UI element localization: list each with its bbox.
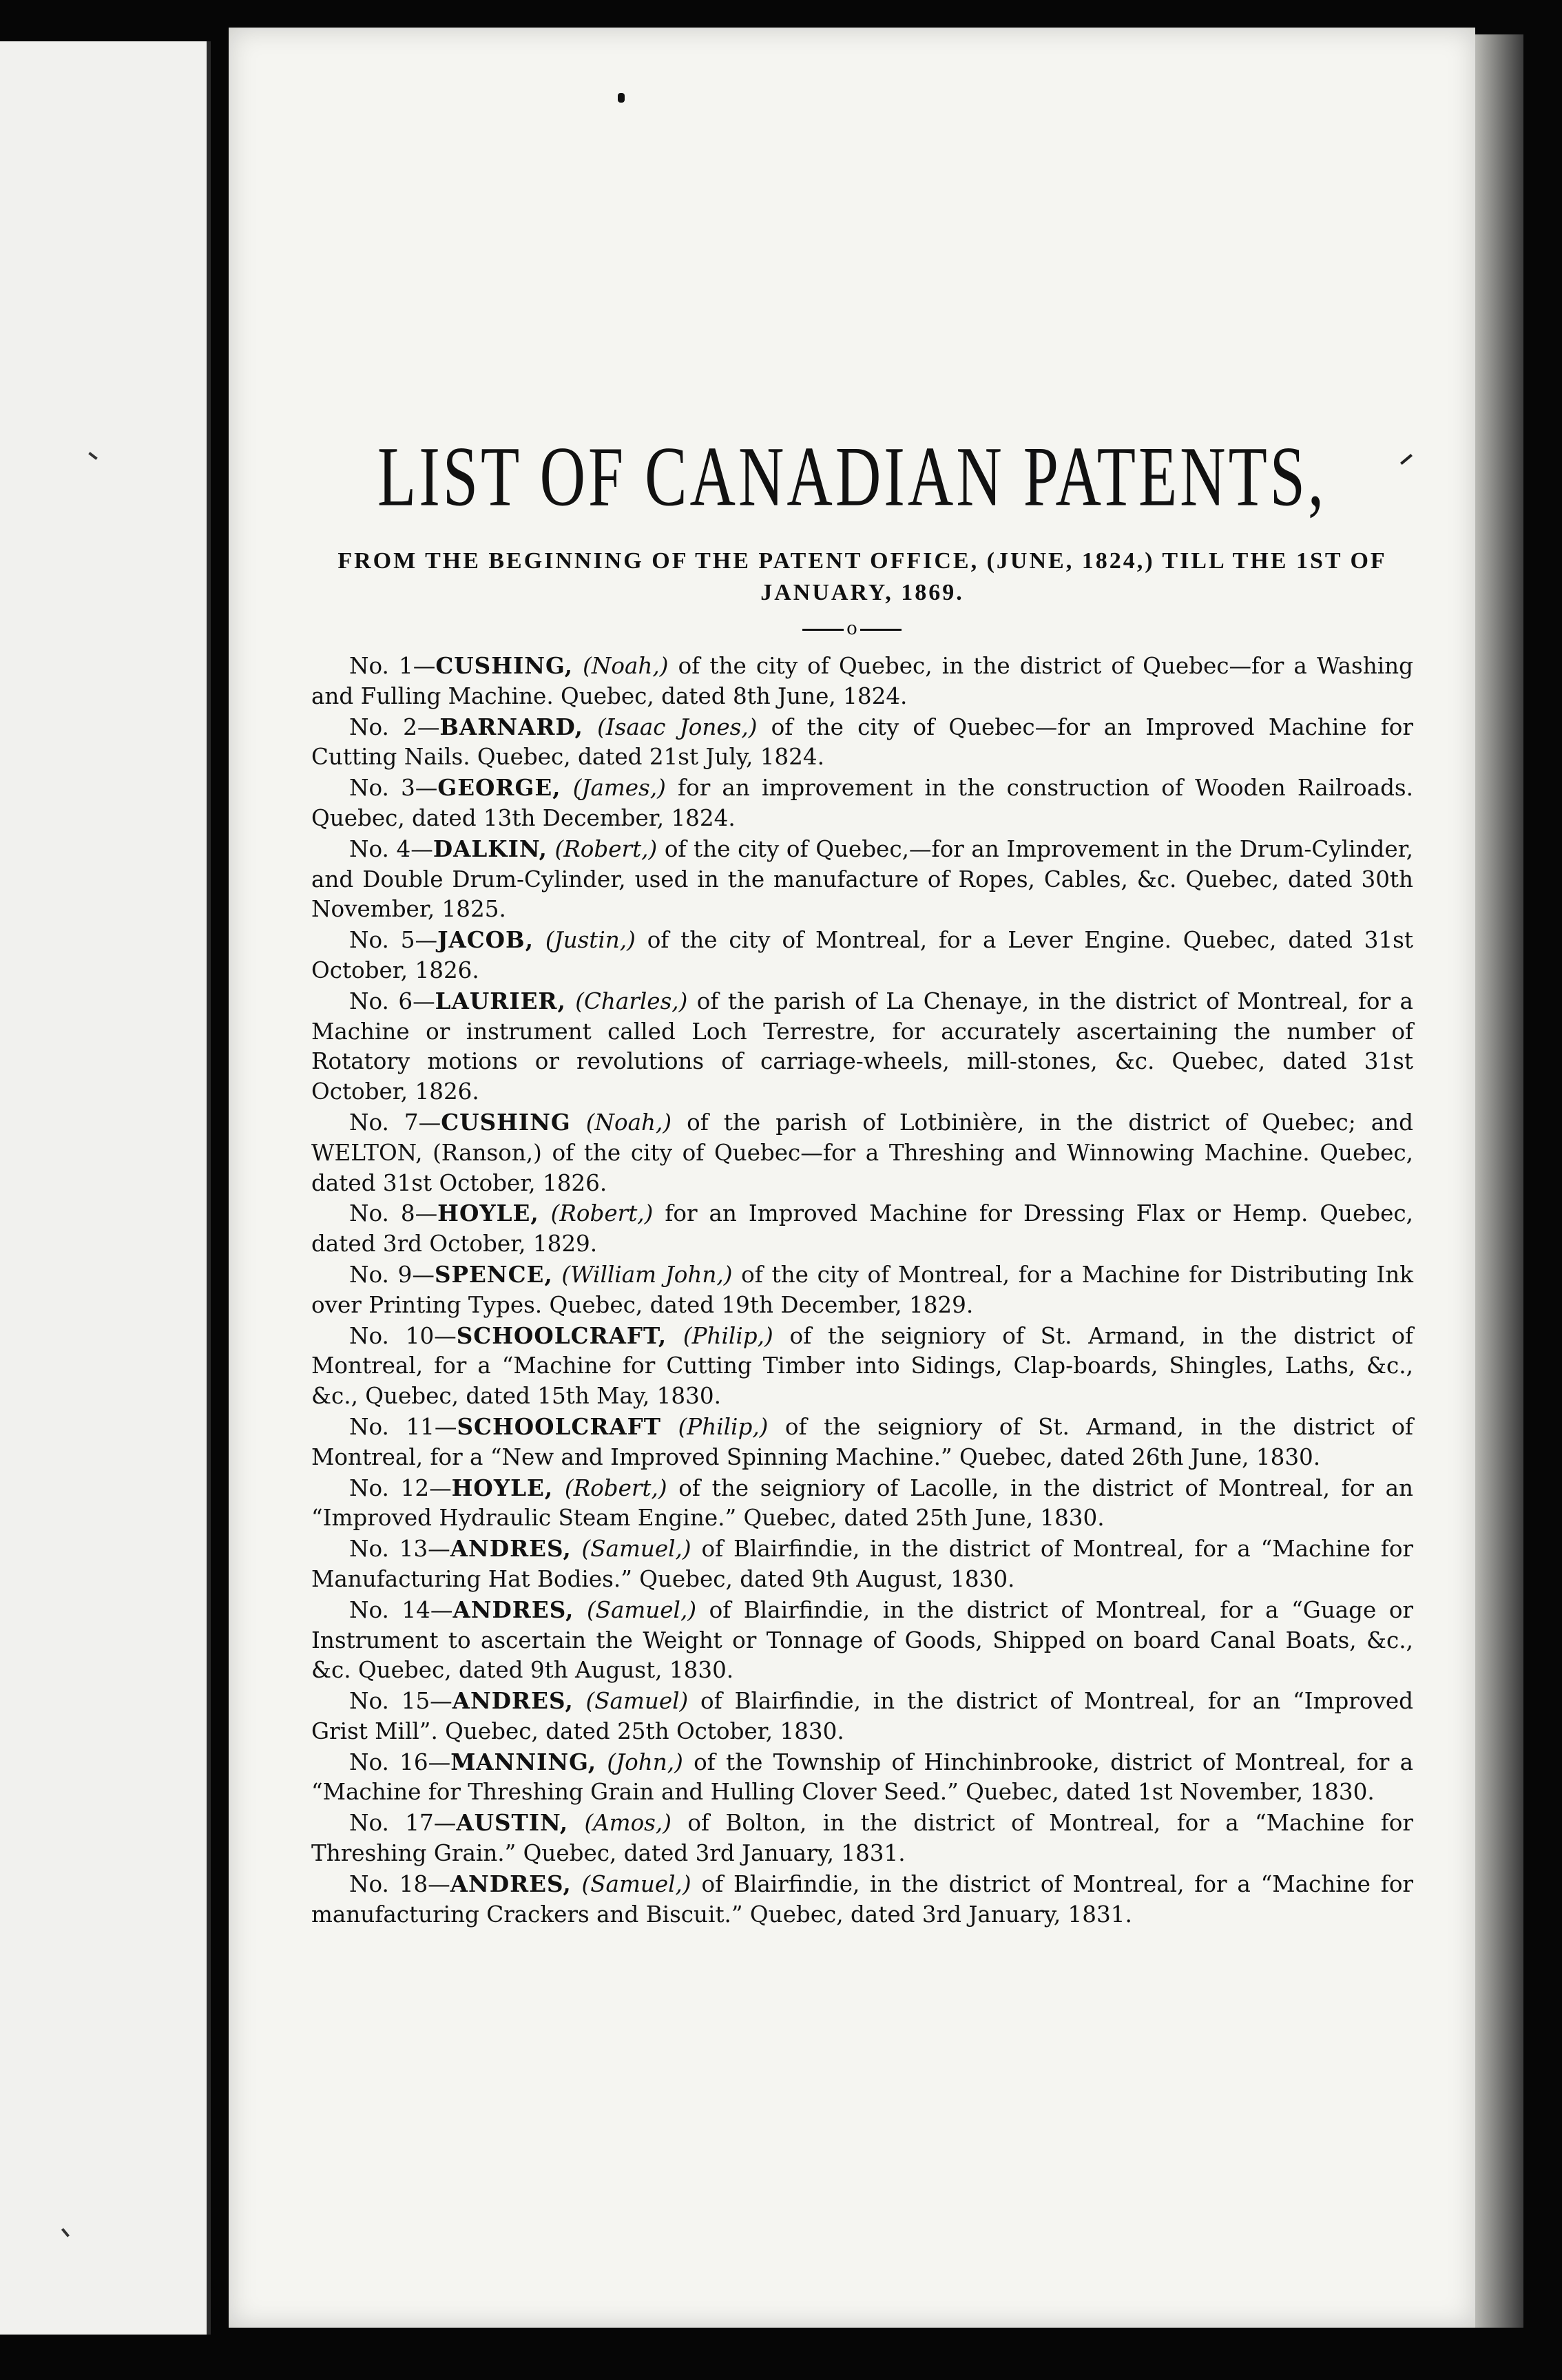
patent-entry: [311, 1747, 1413, 1808]
inventor-given-name: (John,): [607, 1749, 683, 1775]
inventor-surname: GEORGE,: [437, 774, 561, 802]
patent-entry: [311, 1595, 1413, 1686]
patent-entry: [311, 1107, 1413, 1198]
patent-entry: [311, 925, 1413, 986]
patent-entry: [311, 1473, 1413, 1534]
patent-number: No. 16—: [349, 1749, 451, 1775]
patent-description: of Bolton, in the district of Montreal, for a “Machine for Threshing Grain.” Quebec, dated 3rd January, 1831.: [311, 1810, 1413, 1867]
patent-description: of the parish of La Chenaye, in the district of Montreal, for a Machine or instrument called Loch Terrestre, for accurately ascertaining the number of Rotatory motions or revolutions of carriage-wheels, mill-stones, &c. Quebec, dated 31st October, 1826.: [311, 988, 1413, 1105]
patent-description: of the city of Quebec, in the district of Quebec—for a Washing and Fulling Machine. Quebec, dated 8th June, 1824.: [311, 653, 1414, 709]
patent-entry: [311, 773, 1413, 834]
patent-number: No. 7—: [349, 1109, 441, 1136]
patent-description: of Blairfindie, in the district of Montreal, for a “Machine for manufacturing Crackers and Biscuit.” Quebec, dated 3rd January, 1831.: [311, 1870, 1414, 1928]
patent-number: No. 8—: [349, 1200, 438, 1227]
inventor-given-name: (Samuel,): [586, 1596, 697, 1623]
inventor-surname: HOYLE,: [437, 1200, 539, 1227]
patent-number: No. 4—: [349, 835, 433, 862]
patent-entry: [311, 1808, 1413, 1869]
inventor-given-name: (Robert,): [550, 1200, 654, 1227]
document-page: [229, 28, 1475, 2328]
patent-number: No. 14—: [349, 1596, 453, 1623]
patent-description: of Blairfindie, in the district of Montreal, for a “Machine for Manufacturing Hat Bodies.” Quebec, dated 9th August, 1830.: [311, 1536, 1414, 1592]
patent-entry: [311, 834, 1413, 925]
inventor-given-name: (Noah,): [585, 1109, 672, 1136]
inventor-given-name: (William John,): [561, 1261, 733, 1288]
patent-entry: [311, 651, 1413, 712]
patent-number: No. 18—: [349, 1870, 450, 1897]
patent-description: of the city of Montreal, for a Lever Engine. Quebec, dated 31st October, 1826.: [311, 927, 1413, 983]
patent-entry: [311, 1534, 1413, 1595]
inventor-surname: CUSHING,: [435, 652, 574, 679]
patent-number: No. 6—: [349, 988, 435, 1014]
patent-entry: [311, 1198, 1413, 1260]
inventor-surname: HOYLE,: [451, 1474, 554, 1501]
patent-number: No. 13—: [349, 1536, 450, 1563]
page-edge-shadow: [1475, 34, 1523, 2328]
inventor-given-name: (Amos,): [584, 1810, 671, 1837]
inventor-surname: LAURIER,: [435, 987, 566, 1014]
ink-mark: [618, 93, 625, 103]
inventor-given-name: (Samuel,): [581, 1870, 691, 1897]
page-subtitle: FROM THE BEGINNING OF THE PATENT OFFICE, (JUNE, 1824,) TILL THE 1ST OF JANUARY, 1869.: [337, 548, 1387, 605]
patent-entry: [311, 712, 1413, 773]
separator-rule-right: [860, 629, 902, 631]
patent-description: of the seigniory of St. Armand, in the district of Montreal, for a “Machine for Cutting Timber into Sidings, Clap-boards, Shingles, Laths, &c., &c., Quebec, dated 15th May, 1830.: [311, 1322, 1414, 1410]
patent-number: No. 17—: [349, 1810, 457, 1837]
inventor-given-name: (Philip,): [683, 1322, 773, 1349]
inventor-given-name: (Noah,): [583, 653, 669, 679]
inventor-surname: MANNING,: [450, 1748, 597, 1775]
patent-number: No. 15—: [349, 1688, 452, 1715]
inventor-given-name: (Samuel,): [581, 1536, 691, 1563]
patent-entry: [311, 1686, 1413, 1747]
inventor-given-name: (Philip,): [678, 1413, 769, 1440]
page-title: LIST OF CANADIAN PATENTS,: [377, 428, 1326, 524]
inventor-surname: ANDRES,: [452, 1687, 574, 1715]
inventor-surname: DALKIN,: [433, 835, 548, 862]
patent-description: of the seigniory of St. Armand, in the district of Montreal, for a “New and Improved Spinning Machine.” Quebec, dated 26th June, 1830.: [311, 1413, 1413, 1470]
inventor-given-name: (James,): [572, 775, 666, 802]
inventor-surname: AUSTIN,: [456, 1809, 569, 1837]
patent-number: No. 2—: [349, 713, 440, 740]
inventor-surname: ANDRES,: [452, 1596, 574, 1623]
patent-entry: [311, 986, 1413, 1107]
patent-description: of Blairfindie, in the district of Montreal, for an “Improved Grist Mill”. Quebec, dated 25th October, 1830.: [311, 1688, 1414, 1744]
patent-number: No. 1—: [349, 653, 436, 679]
separator-rule-left: [802, 629, 844, 631]
patent-description: of the Township of Hinchinbrooke, district of Montreal, for a “Machine for Threshing Grain and Hulling Clover Seed.” Quebec, dated 1st November, 1830.: [311, 1749, 1414, 1806]
patent-entry: [311, 1869, 1413, 1930]
inventor-given-name: (Robert,): [564, 1474, 667, 1501]
patent-description: of the seigniory of Lacolle, in the district of Montreal, for an “Improved Hydraulic Steam Engine.” Quebec, dated 25th June, 1830.: [311, 1474, 1414, 1532]
inventor-given-name: (Robert,): [554, 835, 658, 862]
inventor-given-name: (Justin,): [545, 927, 636, 954]
patent-number: No. 5—: [349, 927, 438, 954]
patent-entry: [311, 1412, 1413, 1473]
inventor-surname: SCHOOLCRAFT,: [456, 1322, 667, 1349]
facing-page-edge: [0, 41, 211, 2335]
inventor-surname: ANDRES,: [450, 1870, 572, 1897]
patent-number: No. 12—: [349, 1474, 452, 1501]
patent-description: of the city of Montreal, for a Machine for Distributing Ink over Printing Types. Quebec, dated 19th December, 1829.: [311, 1261, 1413, 1318]
section-separator: [229, 618, 1475, 639]
patent-number: No. 10—: [349, 1322, 457, 1349]
patent-entry: [311, 1260, 1413, 1321]
inventor-given-name: (Charles,): [575, 988, 688, 1014]
inventor-surname: SCHOOLCRAFT: [457, 1412, 662, 1440]
patent-entry: [311, 1321, 1413, 1412]
patent-description: for an improvement in the construction of Wooden Railroads. Quebec, dated 13th December, 1824.: [311, 775, 1414, 831]
patent-number: No. 11—: [349, 1413, 457, 1440]
patent-number: No. 9—: [349, 1261, 435, 1288]
inventor-surname: CUSHING: [441, 1108, 571, 1136]
patent-description: of the city of Quebec—for an Improved Machine for Cutting Nails. Quebec, dated 21st July, 1824.: [311, 713, 1413, 771]
patent-number: No. 3—: [349, 775, 438, 802]
patent-description: of the city of Quebec,—for an Improvement in the Drum-Cylinder, and Double Drum-Cylinder, used in the manufacture of Ropes, Cables, &c. Quebec, dated 30th November, 1825.: [311, 835, 1413, 923]
separator-mark: o: [846, 618, 857, 639]
inventor-surname: JACOB,: [437, 926, 534, 954]
patent-description: for an Improved Machine for Dressing Flax or Hemp. Quebec, dated 3rd October, 1829.: [311, 1200, 1413, 1257]
inventor-given-name: (Samuel): [585, 1688, 689, 1715]
inventor-given-name: (Isaac Jones,): [597, 713, 758, 740]
patent-list: [311, 651, 1413, 1930]
patent-description: of the parish of Lotbinière, in the district of Quebec; and WELTON, (Ranson,) of the city of Quebec—for a Threshing and Winnowing Machine. Quebec, dated 31st October, 1826.: [311, 1109, 1413, 1196]
inventor-surname: SPENCE,: [434, 1260, 553, 1288]
inventor-surname: BARNARD,: [439, 713, 583, 740]
inventor-surname: ANDRES,: [450, 1535, 572, 1563]
patent-description: of Blairfindie, in the district of Montreal, for a “Guage or Instrument to ascertain the Weight or Tonnage of Goods, Shipped on board Canal Boats, &c., &c. Quebec, dated 9th August, 1830.: [311, 1596, 1414, 1684]
